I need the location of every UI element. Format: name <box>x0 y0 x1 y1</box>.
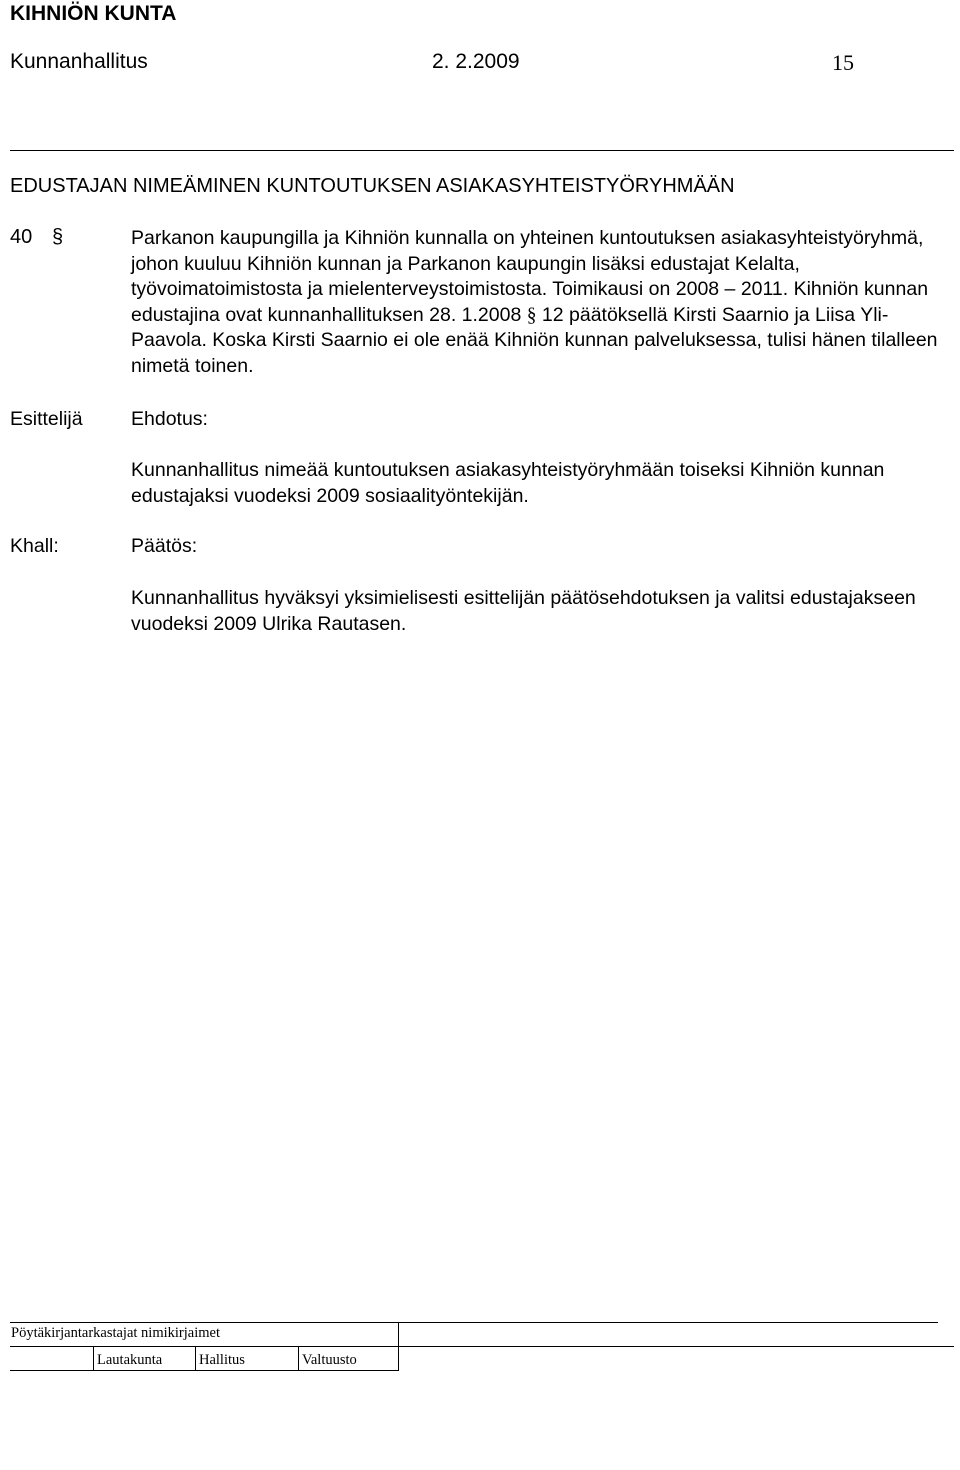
decision-heading: Päätös: <box>131 535 198 557</box>
decision-text: Kunnanhallitus hyväksyi yksimielisesti esittelijän päätösehdotuksen ja valitsi edustajakseen vuodeksi 2009 Ulrika Rautasen. <box>131 587 916 635</box>
footer-bottom-rule <box>10 1370 399 1371</box>
item-description-part2: 12 päätöksellä Kirsti Saarnio ja Liisa Yli-Paavola. Koska Kirsti Saarnio ei ole enää Kihniön kunnan palveluksessa, tulisi hänen tilalleen nimetä toinen. <box>131 303 938 377</box>
footer-separator-4 <box>398 1346 399 1370</box>
footer-separator-1 <box>93 1346 94 1370</box>
header-divider <box>10 150 954 151</box>
item-description <box>131 226 951 379</box>
section-sign: § <box>52 226 64 248</box>
item-description-part1: Parkanon kaupungilla ja Kihniön kunnalla on yhteinen kuntoutuksen asiakasyhteistyöryhmä, johon kuuluu Kihniön kunnan ja Parkanon kaupungin lisäksi edustajat Kelalta, työvoimatoimistosta ja mielenterveystoimistosta. Toimikausi on 2008 – 2011. Kihniön kunnan edustajina ovat kunnanhallituksen 28. 1.2008 <box>131 227 929 326</box>
footer-divider <box>10 1346 954 1347</box>
footer-separator-3 <box>298 1346 299 1370</box>
footer-col-valtuusto: Valtuusto <box>302 1352 357 1368</box>
signatures-label: Pöytäkirjantarkastajat nimikirjaimet <box>11 1325 220 1341</box>
page-number: 15 <box>832 50 854 75</box>
section-sign-inline: § <box>526 304 537 326</box>
footer-col-hallitus: Hallitus <box>199 1352 245 1368</box>
item-title: EDUSTAJAN NIMEÄMINEN KUNTOUTUKSEN ASIAKASYHTEISTYÖRYHMÄÄN <box>10 175 735 197</box>
proposal-heading: Ehdotus: <box>131 408 208 430</box>
document-body-name: Kunnanhallitus <box>10 50 148 73</box>
footer-col-lautakunta: Lautakunta <box>97 1352 163 1368</box>
proposal-text: Kunnanhallitus nimeää kuntoutuksen asiakasyhteistyöryhmään toiseksi Kihniön kunnan edustajaksi vuodeksi 2009 sosiaalityöntekijän. <box>131 459 885 507</box>
presenter-label: Esittelijä <box>10 408 83 430</box>
footer-top-rule <box>398 1322 938 1323</box>
section-number: 40 <box>10 226 33 248</box>
footer-separator-2 <box>195 1346 196 1370</box>
organization-name: KIHNIÖN KUNTA <box>10 2 177 25</box>
board-label: Khall: <box>10 535 59 557</box>
document-date: 2. 2.2009 <box>432 50 520 73</box>
